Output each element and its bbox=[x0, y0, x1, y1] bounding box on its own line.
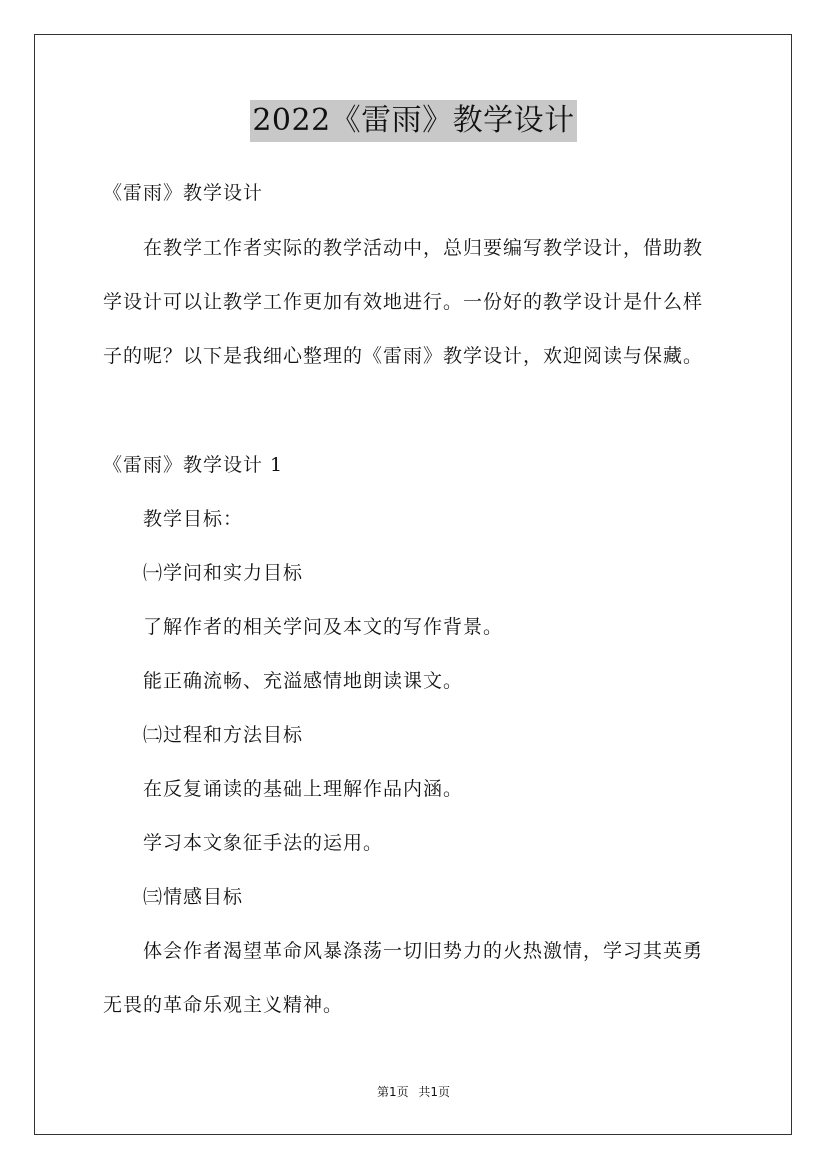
section-heading: 《雷雨》教学设计 1 bbox=[103, 454, 284, 476]
goal-1-item-a: 了解作者的相关学问及本文的写作背景。 bbox=[143, 616, 504, 638]
intro-paragraph-line-2: 学设计可以让教学工作更加有效地进行。一份好的教学设计是什么样 bbox=[103, 291, 704, 313]
goal-3-item-line-1: 体会作者渴望革命风暴涤荡一切旧势力的火热激情，学习其英勇 bbox=[143, 940, 704, 962]
goal-2-item-b: 学习本文象征手法的运用。 bbox=[143, 832, 384, 854]
goal-1-item-b: 能正确流畅、充溢感情地朗读课文。 bbox=[143, 670, 464, 692]
intro-paragraph-line-3: 子的呢？以下是我细心整理的《雷雨》教学设计，欢迎阅读与保藏。 bbox=[103, 345, 704, 367]
goal-2-item-a: 在反复诵读的基础上理解作品内涵。 bbox=[143, 778, 464, 800]
intro-paragraph-line-1: 在教学工作者实际的教学活动中，总归要编写教学设计，借助教 bbox=[143, 237, 704, 259]
page-footer bbox=[0, 1084, 827, 1100]
goal-3-item-line-2: 无畏的革命乐观主义精神。 bbox=[103, 994, 344, 1016]
page-total: 共1页 bbox=[418, 1085, 451, 1099]
goal-1-title: ㈠学问和实力目标 bbox=[143, 562, 304, 584]
document-title: 2022《雷雨》教学设计 bbox=[250, 100, 576, 142]
goals-label: 教学目标： bbox=[143, 508, 244, 530]
intro-heading: 《雷雨》教学设计 bbox=[103, 182, 264, 204]
goal-2-title: ㈡过程和方法目标 bbox=[143, 724, 304, 746]
title-container bbox=[0, 100, 827, 142]
page-number: 第1页 bbox=[376, 1085, 409, 1099]
goal-3-title: ㈢情感目标 bbox=[143, 886, 244, 908]
